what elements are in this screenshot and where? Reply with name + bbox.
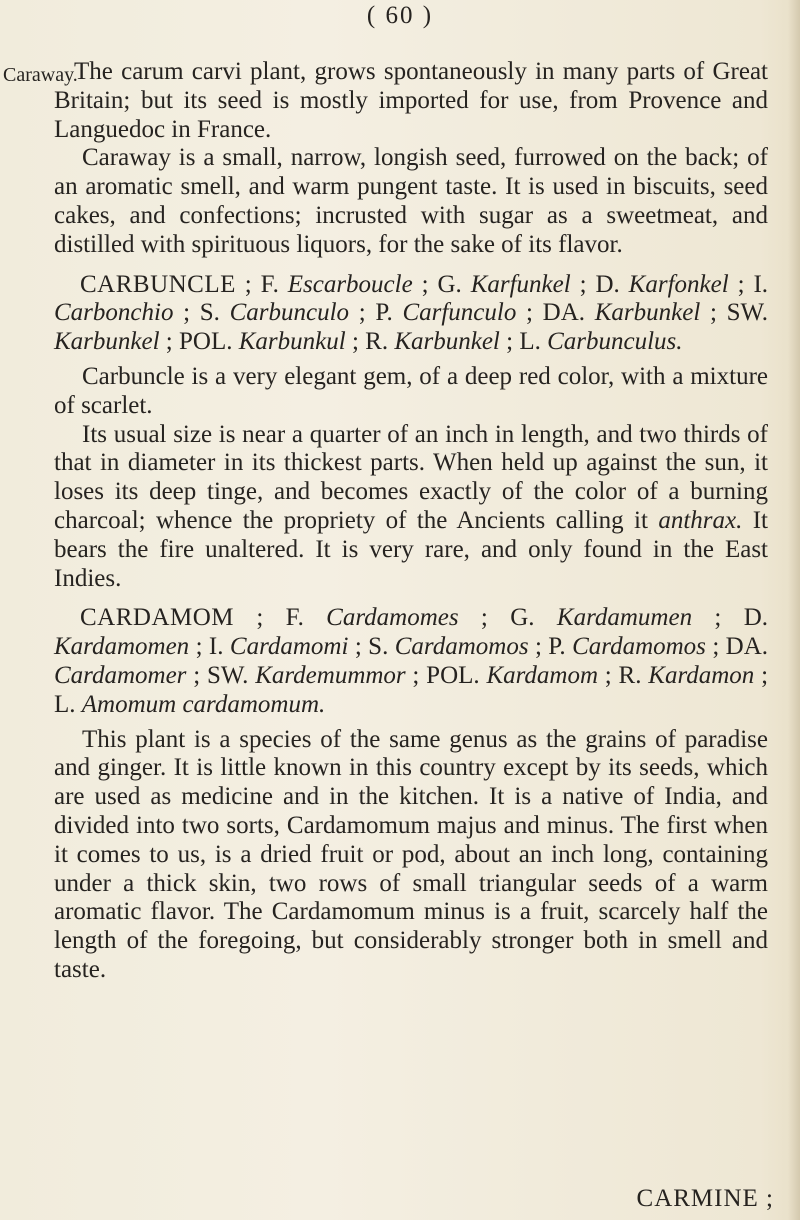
cardamom-names: ; F. Cardamomes ; G. Kardamumen ; D. Kardamomen ; I. Cardamomi ; S. Cardamomos ; P. Cardamomos ; DA. Cardamomer ; SW. Kardemummor ; POL. Kardamom ; R. Kardamon ; L. Amomum cardamomum. [54, 604, 769, 718]
caraway-paragraph-2: Caraway is a small, narrow, longish seed, furrowed on the back; of an aromatic smell, and warm pungent taste. It is used in biscuits, seed cakes, and confections; incrusted with sugar as a sweetmeat, and distilled with spirituous liquors, for the sake of its flavor. [54, 144, 768, 258]
catchword: CARMINE ; [636, 1185, 774, 1212]
name-language: G. [437, 270, 462, 298]
name-language: POL. [426, 661, 480, 689]
name-language: SW. [206, 661, 249, 689]
name-word: Kardamon [648, 661, 755, 689]
name-word: Amomum cardamomum. [81, 690, 326, 718]
carbuncle-names: ; F. Escarboucle ; G. Karfunkel ; D. Karfonkel ; I. Carbonchio ; S. Carbunculo ; P. Carfunculo ; DA. Karbunkel ; SW. Karbunkel ; POL. Karbunkul ; R. Karbunkel ; L. Carbunculus. [54, 270, 769, 356]
cardamom-entry-heading [54, 604, 768, 719]
name-language: DA. [542, 299, 586, 327]
carbuncle-p2-text-end: It bears the fire unaltered. It is very rare, and only found in the East Indies. [54, 506, 768, 592]
text-body [54, 58, 768, 985]
name-word: Carbunculo [229, 299, 350, 327]
name-language: I. [208, 633, 224, 661]
page-number: ( 60 ) [366, 2, 434, 29]
name-word: Carbonchio [54, 299, 174, 327]
carbuncle-paragraph-2 [54, 421, 768, 594]
name-word: Karbunkel [394, 328, 500, 356]
name-word: Kardamom [486, 661, 599, 689]
name-language: D. [743, 604, 769, 632]
name-language: DA. [725, 633, 769, 661]
name-language: POL. [179, 328, 233, 356]
name-word: Karbunkul [238, 328, 346, 356]
name-word: Karbunkel [54, 328, 160, 356]
name-word: Cardamomer [54, 661, 187, 689]
cardamom-headword: CARDAMOM [80, 604, 235, 632]
name-word: Cardamomos [572, 633, 706, 661]
carbuncle-entry-heading [54, 271, 768, 357]
name-language: S. [368, 633, 389, 661]
name-word: Kardemummor [255, 661, 406, 689]
name-language: D. [595, 270, 620, 298]
carbuncle-paragraph-1: Carbuncle is a very elegant gem, of a deep red color, with a mixture of scarlet. [54, 362, 768, 419]
name-language: G. [510, 604, 535, 632]
name-language: R. [618, 661, 642, 689]
name-word: Cardamomi [229, 633, 349, 661]
name-word: Cardamomos [394, 633, 529, 661]
cardamom-paragraph-1: This plant is a species of the same genus as the grains of paradise and ginger. It is little known in this country except by its seeds, which are used as medicine and in the kitchen. It is a native of India, and divided into two sorts, Cardamomum majus and minus. The first when it comes to us, is a dried fruit or pod, about an inch long, containing under a thick skin, two rows of small triangular seeds of a warm aromatic flavor. The Cardamomum minus is a fruit, scarcely half the length of the foregoing, but considerably stronger both in smell and taste. [54, 725, 768, 983]
name-language: F. [260, 270, 279, 298]
name-word: Kardamomen [54, 633, 190, 661]
name-word: Karfonkel [628, 270, 729, 298]
name-language: SW. [726, 299, 769, 327]
name-word: Karbunkel [594, 299, 701, 327]
carbuncle-headword: CARBUNCLE [80, 270, 236, 298]
name-language: L. [519, 328, 541, 356]
name-language: S. [199, 299, 220, 327]
page-edge-shadow [788, 0, 800, 1220]
margin-note: Caraway. [3, 64, 78, 86]
name-word: Carbunculus. [547, 328, 683, 356]
name-language: P. [375, 299, 393, 327]
name-word: Kardamumen [556, 604, 693, 632]
name-word: Escarboucle [287, 270, 413, 298]
name-language: P. [548, 633, 566, 661]
name-language: L. [54, 690, 76, 718]
name-word: Karfunkel [470, 270, 571, 298]
name-word: Carfunculo [402, 299, 517, 327]
name-word: Cardamomes [326, 604, 459, 632]
carbuncle-p2-text: Its usual size is near a quarter of an inch in length, and two thirds of that in diameter in its thickest parts. When held up against the sun, it loses its deep tinge, and becomes exactly of the color of a burning charcoal; whence the propriety of the Ancients calling it [54, 420, 768, 534]
name-language: R. [365, 328, 389, 356]
caraway-paragraph-1: The carum carvi plant, grows spontaneously in many parts of Great Britain; but its seed is mostly imported for use, from Provence and Languedoc in France. [54, 58, 768, 143]
name-language: I. [753, 270, 769, 298]
name-language: F. [285, 604, 304, 632]
anthrax-term: anthrax. [658, 506, 743, 534]
